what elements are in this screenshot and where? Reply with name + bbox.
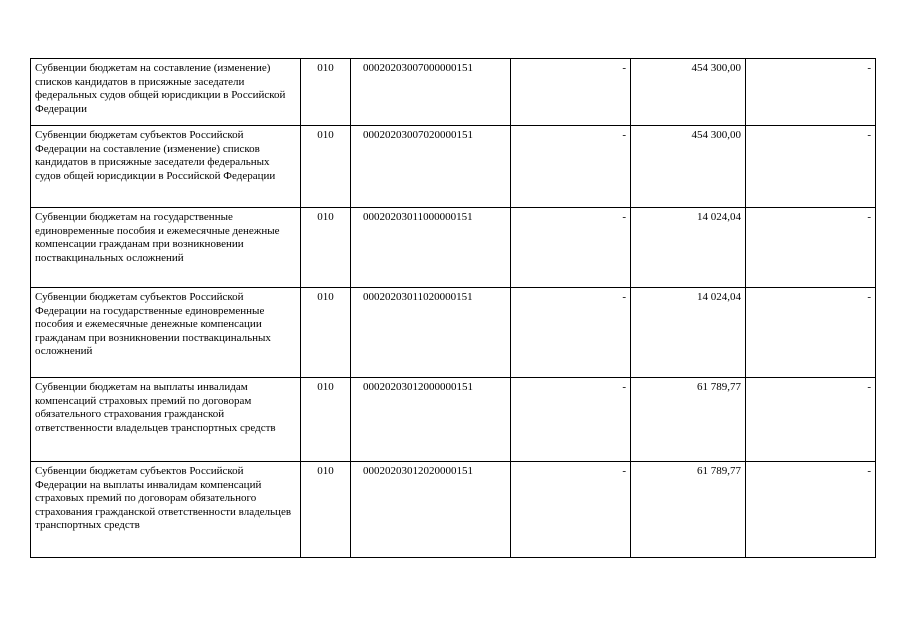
table-row — [31, 126, 876, 208]
row-budget-code: 00020203011020000151 — [351, 288, 511, 378]
row-percent: - — [746, 288, 876, 378]
budget-table — [30, 58, 876, 558]
row-approved: - — [511, 126, 631, 208]
row-executed: 14 024,04 — [631, 208, 746, 288]
row-budget-code: 00020203007000000151 — [351, 59, 511, 126]
row-admin-code: 010 — [301, 59, 351, 126]
row-executed: 454 300,00 — [631, 126, 746, 208]
table-row — [31, 378, 876, 462]
row-percent: - — [746, 59, 876, 126]
row-budget-code: 00020203012020000151 — [351, 462, 511, 558]
row-percent: - — [746, 208, 876, 288]
row-percent: - — [746, 462, 876, 558]
row-executed: 14 024,04 — [631, 288, 746, 378]
row-admin-code: 010 — [301, 288, 351, 378]
row-admin-code: 010 — [301, 208, 351, 288]
row-executed: 454 300,00 — [631, 59, 746, 126]
row-approved: - — [511, 208, 631, 288]
row-name: Субвенции бюджетам субъектов Российской Федерации на государственные единовременные пособия и ежемесячные денежные компенсации гражданам при возникновении поствакцинальных осложнений — [31, 288, 301, 378]
row-approved: - — [511, 462, 631, 558]
document-page — [30, 58, 875, 558]
row-executed: 61 789,77 — [631, 378, 746, 462]
row-approved: - — [511, 378, 631, 462]
table-row — [31, 288, 876, 378]
table-row — [31, 208, 876, 288]
row-admin-code: 010 — [301, 126, 351, 208]
row-name: Субвенции бюджетам на государственные единовременные пособия и ежемесячные денежные компенсации гражданам при возникновении поствакцинальных осложнений — [31, 208, 301, 288]
row-approved: - — [511, 59, 631, 126]
row-name: Субвенции бюджетам субъектов Российской Федерации на составление (изменение) списков кандидатов в присяжные заседатели федеральных судов общей юрисдикции в Российской Федерации — [31, 126, 301, 208]
row-budget-code: 00020203007020000151 — [351, 126, 511, 208]
row-admin-code: 010 — [301, 378, 351, 462]
table-row — [31, 462, 876, 558]
table-row — [31, 59, 876, 126]
row-name: Субвенции бюджетам на выплаты инвалидам компенсаций страховых премий по договорам обязательного страхования гражданской ответственности владельцев транспортных средств — [31, 378, 301, 462]
row-approved: - — [511, 288, 631, 378]
row-name: Субвенции бюджетам субъектов Российской Федерации на выплаты инвалидам компенсаций страховых премий по договорам обязательного страхования гражданской ответственности владельцев транспортных средств — [31, 462, 301, 558]
row-budget-code: 00020203012000000151 — [351, 378, 511, 462]
row-percent: - — [746, 378, 876, 462]
row-executed: 61 789,77 — [631, 462, 746, 558]
row-name: Субвенции бюджетам на составление (изменение) списков кандидатов в присяжные заседатели федеральных судов общей юрисдикции в Российской Федерации — [31, 59, 301, 126]
row-percent: - — [746, 126, 876, 208]
row-admin-code: 010 — [301, 462, 351, 558]
row-budget-code: 00020203011000000151 — [351, 208, 511, 288]
